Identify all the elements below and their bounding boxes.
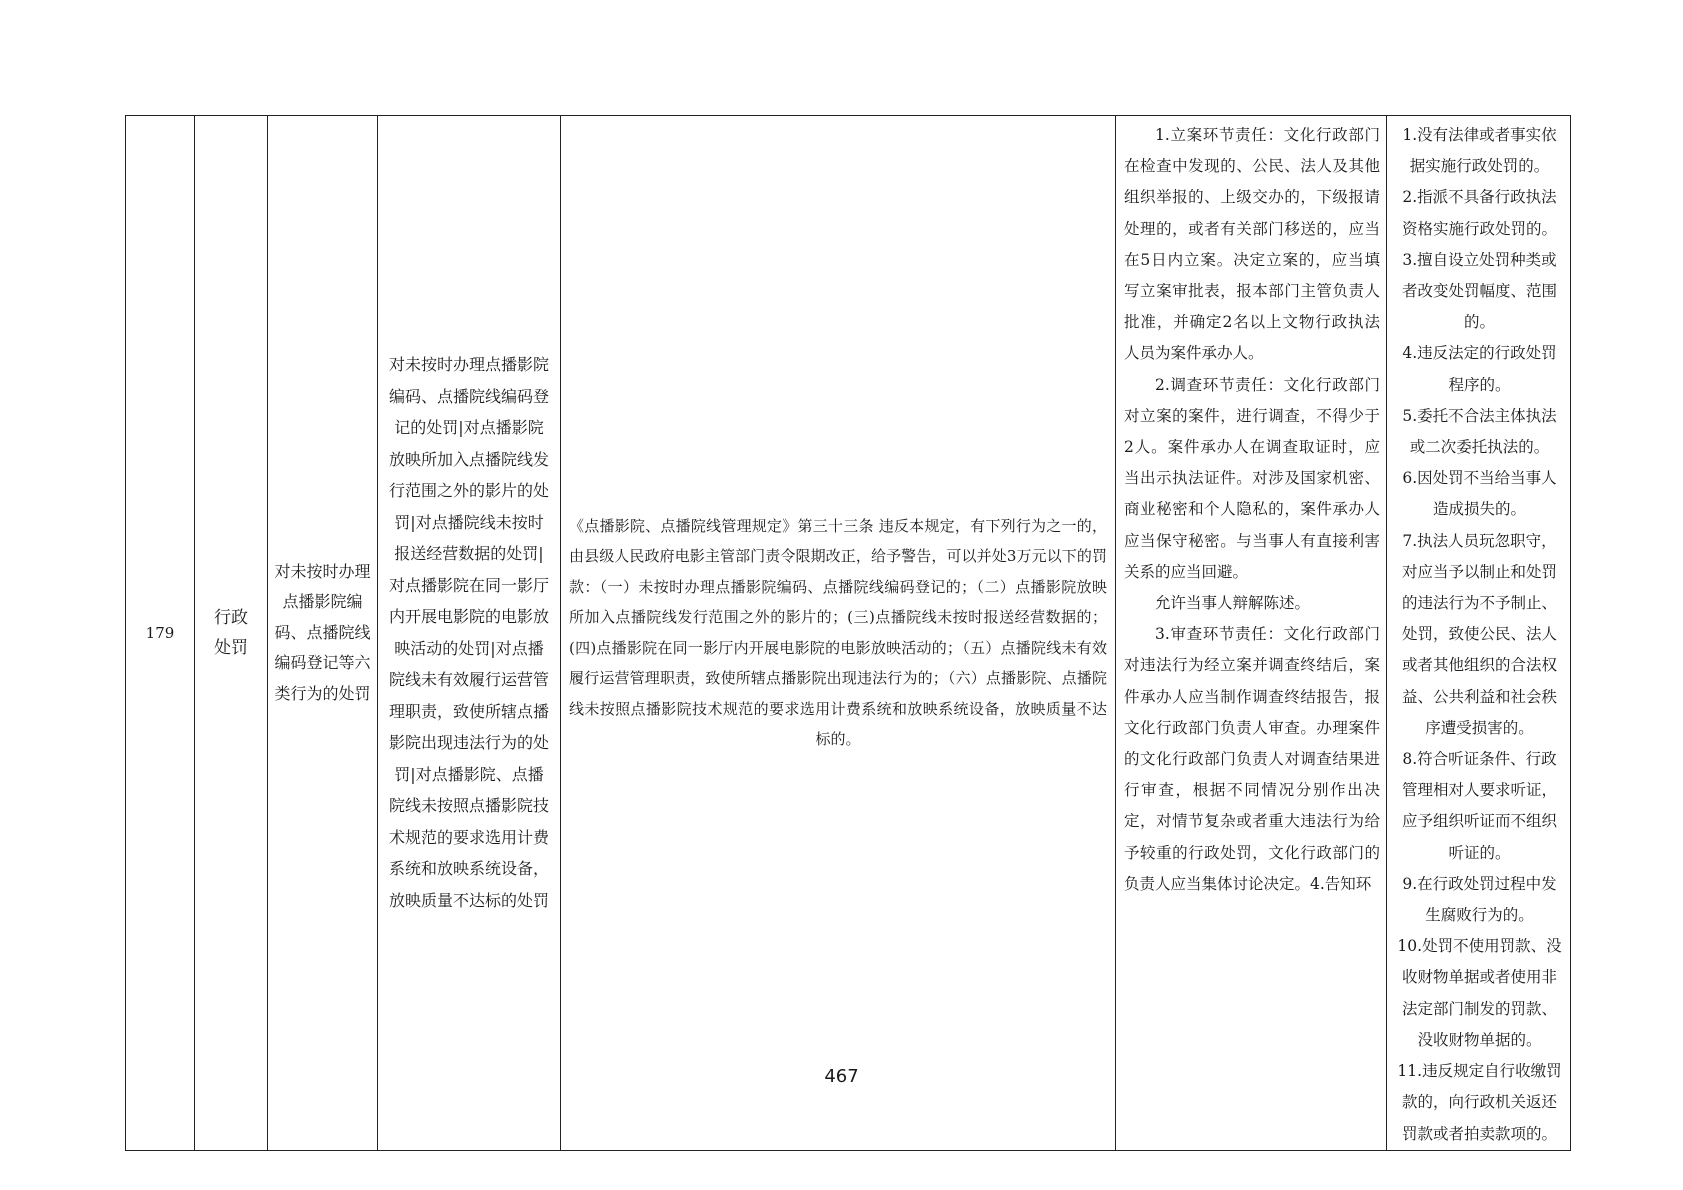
power-list-table (125, 115, 1571, 1151)
accountability-item: 7.执法人员玩忽职守，对应当予以制止和处罚的违法行为不予制止、处罚，致使公民、法人或者其他组织的合法权益、公共利益和社会秩序遭受损害的。 (1401, 531, 1557, 737)
legal-basis-text: 《点播影院、点播院线管理规定》第三十三条 违反本规定，有下列行为之一的，由县级人民政府电影主管部门责令限期改正，给予警告，可以并处3万元以下的罚款：（一）未按时办理点播影院编码、点播院线编码登记的；（二）点播影院放映所加入点播院线发行范围之外的影片的；(三)点播院线未按时报送经营数据的；(四)点播影院在同一影厅内开展电影院的电影放映活动的；（五）点播院线未有效履行运营管理职责，致使所辖点播影院出现违法行为的；（六）点播影院、点播院线未按照点播影院技术规范的要求选用计费系统和放映系统设备，放映质量不达标的。 (569, 516, 1107, 749)
responsibility-paragraph: 允许当事人辩解陈述。 (1155, 594, 1311, 613)
page-number: 467 (824, 1066, 859, 1087)
responsibility-paragraph: 2.调查环节责任：文化行政部门对立案的案件，进行调查，不得少于2人。案件承办人在调查取证时，应当出示执法证件。对涉及国家机密、商业秘密和个人隐私的，案件承办人应当保守秘密。与当事人有直接利害关系的应当回避。 (1124, 375, 1380, 581)
row-number-cell (126, 116, 195, 1151)
responsibility-paragraph: 1.立案环节责任：文化行政部门在检查中发现的、公民、法人及其他组织举报的、上级交办的，下级报请处理的，或者有关部门移送的，应当在5日内立案。决定立案的，应当填写立案审批表，报本部门主管负责人批准，并确定2名以上文物行政执法人员为案件承办人。 (1124, 126, 1380, 363)
sub-items-text: 对未按时办理点播影院编码、点播院线编码登记的处罚|对点播影院放映所加入点播院线发行范围之外的影片的处罚|对点播院线未按时报送经营数据的处罚|对点播影院在同一影厅内开展电影院的电影放映活动的处罚|对点播院线未有效履行运营管理职责，致使所辖点播影院出现违法行为的处罚|对点播影院、点播院线未按照点播影院技术规范的要求选用计费系统和放映系统设备，放映质量不达标的处罚 (388, 355, 549, 910)
legal-basis-cell (561, 116, 1116, 1151)
accountability-item: 4.违反法定的行政处罚程序的。 (1402, 344, 1557, 394)
item-name-cell (268, 116, 378, 1151)
item-name-text: 对未按时办理点播影院编码、点播院线编码登记等六类行为的处罚 (274, 561, 371, 703)
accountability-item: 10.处罚不使用罚款、没收财物单据或者使用非法定部门制发的罚款、没收财物单据的。 (1397, 937, 1562, 1049)
accountability-item: 5.委托不合法主体执法或二次委托执法的。 (1402, 406, 1557, 457)
table-row (126, 116, 1571, 1151)
accountability-cell (1387, 116, 1571, 1151)
accountability-item: 8.符合听证条件、行政管理相对人要求听证，应予组织听证而不组织听证的。 (1401, 750, 1557, 862)
accountability-item: 1.没有法律或者事实依据实施行政处罚的。 (1402, 126, 1557, 176)
accountability-item: 11.违反规定自行收缴罚款的，向行政机关返还罚款或者拍卖款项的。 (1397, 1062, 1562, 1143)
row-number: 179 (145, 623, 175, 642)
sub-items-cell (378, 116, 561, 1151)
category-cell (195, 116, 268, 1151)
accountability-item: 9.在行政处罚过程中发生腐败行为的。 (1402, 874, 1557, 925)
accountability-item: 6.因处罚不当给当事人造成损失的。 (1402, 469, 1557, 519)
responsibility-cell (1116, 116, 1387, 1151)
responsibility-paragraph: 3.审查环节责任：文化行政部门对违法行为经立案并调查终结后，案件承办人应当制作调查终结报告，报文化行政部门负责人审查。办理案件的文化行政部门负责人对调查结果进行审查，根据不同情况分别作出决定，对情节复杂或者重大违法行为给予较重的行政处罚，文化行政部门的负责人应当集体讨论决定。4.告知环 (1124, 625, 1380, 893)
accountability-item: 2.指派不具备行政执法资格实施行政处罚的。 (1401, 188, 1557, 238)
accountability-item: 3.擅自设立处罚种类或者改变处罚幅度、范围的。 (1401, 250, 1557, 332)
category-text: 行政处罚 (214, 607, 248, 658)
